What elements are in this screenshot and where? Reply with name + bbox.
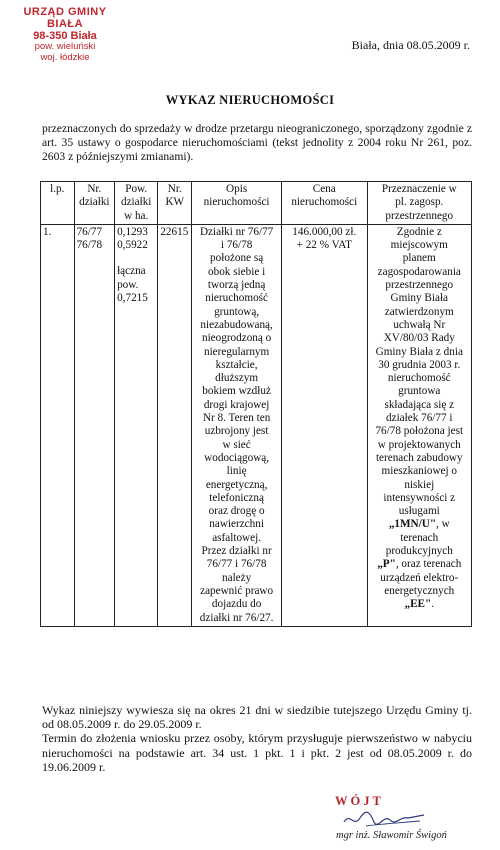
description-line: dłuższym [215,372,259,385]
zoning-line: Zgodnie z [396,225,442,238]
zoning-line: Gminy Biała z dnia [375,345,463,358]
zoning-line: XV/80/03 Rady [383,332,455,345]
posting-period-note: Wykaz niniejszy wywiesza się na okres 21 dni w siedzibie tutejszego Urzędu Gminy tj. od 08.05.2009 r. do 29.05.2009 r. [42,703,472,732]
header-description: Opis nieruchomości [192,182,282,225]
zoning-line: 76/78 położona jest [375,425,464,438]
description-line: niezabudowaną, [200,318,273,331]
signature-title: WÓJT [335,794,384,808]
description-line: nieogrodzoną o [201,332,272,345]
table-header-row [41,182,472,225]
zoning-line: planem [402,252,436,265]
stamp-line-3: pow. wieluński [34,41,96,53]
description-line: linię [226,465,247,478]
zoning-line: 30 grudnia 2003 r. [378,358,461,371]
description-line: wodociągową, [204,451,270,464]
cell-lp: 1. [41,224,75,626]
header-lp: l.p. [41,182,75,225]
handwritten-signature [340,806,430,832]
zoning-line: terenach [400,531,439,544]
zoning-line: mieszkaniowej o [381,465,458,478]
header-land-register: Nr. KW [158,182,192,225]
description-line: energetyczną, [205,478,268,491]
document-title: WYKAZ NIERUCHOMOŚCI [165,93,335,107]
office-stamp [6,6,124,63]
zoning-line: „1MN/U", w [388,518,450,531]
description-line: zapewnić prawo [200,584,274,597]
description-line: Przez działki nr [201,545,272,558]
description-line: bokiem wzdłuż [202,385,271,398]
description-line: obok siebie i [208,265,266,278]
description-line: działki nr 76/27. [199,611,274,624]
zoning-line: gruntowa [398,385,441,398]
description-line: dojazdu do [211,598,262,611]
description-line: Działki nr 76/77 [199,225,274,238]
zoning-line: składająca się z [384,398,455,411]
description-line: oraz drogę o [208,505,265,518]
cell-plot-area: 0,1293 0,5922 łączna pow. 0,7215 [115,224,158,626]
description-line: Nr 8. Teren ten [202,412,271,425]
description-line: drogi krajowej [203,398,270,411]
cell-price: 146.000,00 zł. + 22 % VAT [282,224,368,626]
intro-paragraph: przeznaczonych do sprzedaży w drodze przetargu nieograniczonego, sporządzony zgodnie z art. 35 ustawy o gospodarce nieruchomościami (tekst jednolity z 2004 roku Nr 261, poz. 2603 z późniejszymi zmianami). [42,122,472,163]
zoning-line: zatwierdzonym [384,305,454,318]
description-line: należy [222,571,252,584]
stamp-line-4: woj. łódzkie [40,51,90,63]
zoning-line: „EE". [404,598,435,611]
header-price: Cena nieruchomości [282,182,368,225]
zoning-symbol: „EE" [404,598,432,611]
description-line: w sieć [222,438,251,451]
stamp-line-1: URZĄD GMINY BIAŁA [23,6,107,31]
description-line: kształcie, [215,358,258,371]
header-plot-area: Pow. działki w ha. [115,182,158,225]
zoning-line: „P", oraz terenach [377,558,462,571]
zoning-line: niskiej [404,478,435,491]
description-line: 76/77 i 76/78 [206,558,267,571]
description-line: nawierzchni [209,518,264,531]
description-line: uzbrojony jest [204,425,269,438]
zoning-line: terenach zabudowy [375,451,463,464]
property-table [40,181,472,627]
zoning-line: intensywności z [383,491,456,504]
description-line: telefoniczną [209,491,264,504]
priority-deadline-note: Termin do złożenia wniosku przez osoby, którym przysługuje pierwszeństwo w nabyciu nieruchomości na podstawie art. 34 ust. 1 pkt. 1 i pkt. 2 jest od 08.05.2009 r. do 19.06.2009 r. [42,731,472,774]
header-zoning-purpose: Przeznaczenie w pl. zagosp. przestrzennego [367,182,471,225]
zoning-line: w projektowanych [377,438,461,451]
cell-land-register: 22615 [158,224,192,626]
zoning-symbol: „1MN/U" [388,518,437,531]
zoning-line: nieruchomość [387,372,451,385]
place-date: Biała, dnia 08.05.2009 r. [351,38,470,52]
zoning-line: energetycznych [384,584,455,597]
stamp-line-2: 98-350 Biała [33,30,97,43]
header-plot-number: Nr. działki [74,182,115,225]
zoning-line: produkcyjnych [385,545,453,558]
description-line: i 76/78 [220,239,253,252]
cell-plot-number: 76/77 76/78 [74,224,115,626]
zoning-line: urządzeń elektro- [380,571,459,584]
zoning-symbol: „P" [377,558,396,571]
description-line: asfaltowej. [212,531,261,544]
zoning-line: przestrzennego [385,279,454,292]
zoning-line: działek 76/77 i [386,412,453,425]
signer-name: mgr inż. Sławomir Świgoń [336,830,447,841]
description-line: tworzą jedną [207,279,266,292]
zoning-line: uchwałą Nr [393,318,446,331]
zoning-line: zagospodarowania [377,265,461,278]
zoning-line: usługami [398,505,440,518]
description-line: położone są [210,252,264,265]
zoning-line: Gminy Biała [390,292,449,305]
description-line: gruntową, [214,305,260,318]
zoning-line: miejscowym [390,239,448,252]
description-line: nieruchomość [205,292,268,305]
description-line: nieregularnym [203,345,270,358]
table-row [41,224,472,626]
cell-description [192,224,282,626]
footer-notes [42,703,472,774]
cell-zoning-purpose [367,224,471,626]
